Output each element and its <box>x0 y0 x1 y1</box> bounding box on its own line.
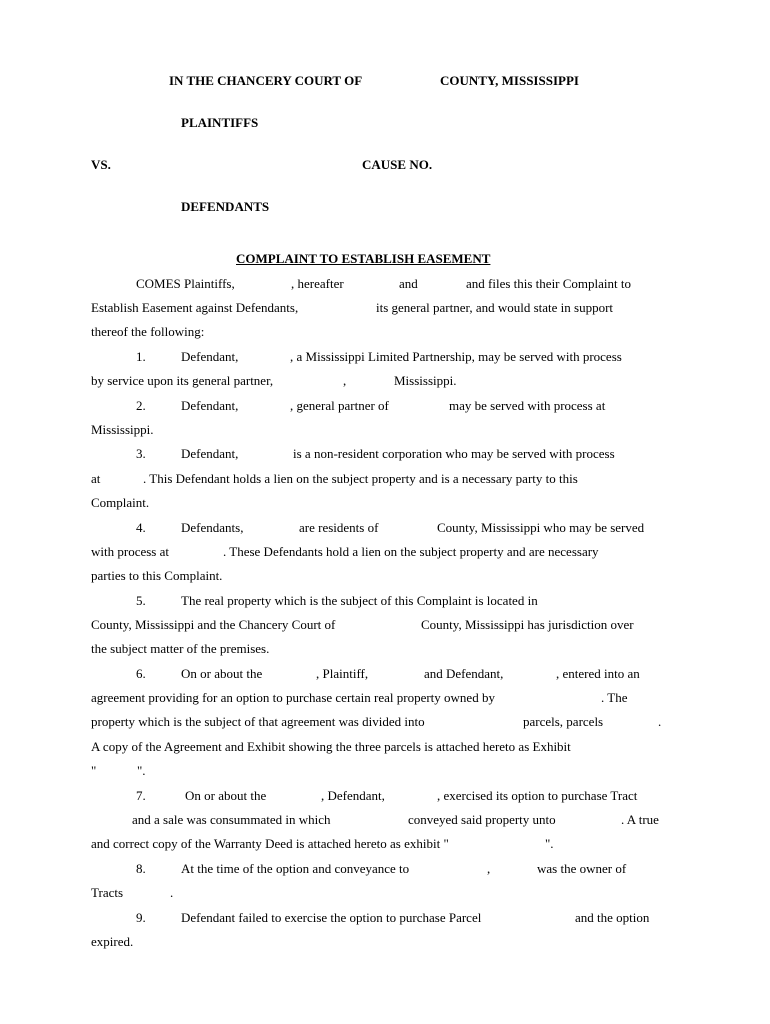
paragraph-number: 9. <box>136 910 146 925</box>
intro-text: , hereafter <box>291 276 344 291</box>
paragraph-text: Defendants, <box>181 520 244 535</box>
paragraph-text: . <box>170 885 174 900</box>
paragraph-text: County, Mississippi and the Chancery Court of <box>91 617 336 632</box>
intro-text: COMES Plaintiffs, <box>136 276 235 291</box>
paragraph-text: . The <box>601 690 628 705</box>
paragraph-text: and a sale was consummated in which <box>132 812 331 827</box>
paragraph-text: Defendant, <box>181 349 239 364</box>
paragraph-text: are residents of <box>299 520 379 535</box>
plaintiffs-label: PLAINTIFFS <box>181 115 259 130</box>
paragraph-text: On or about the <box>181 666 263 681</box>
paragraph-text: On or about the <box>185 788 267 803</box>
paragraph-text: Defendant failed to exercise the option to purchase Parcel <box>181 910 482 925</box>
paragraph-text: was the owner of <box>537 861 627 876</box>
paragraph-number: 8. <box>136 861 146 876</box>
paragraph-text: Mississippi. <box>394 373 457 388</box>
paragraph-text: , general partner of <box>290 398 389 413</box>
paragraph-text: ". <box>545 836 554 851</box>
paragraph-text: Defendant, <box>181 398 239 413</box>
paragraph-text: parcels, parcels <box>523 714 604 729</box>
paragraph-text: Mississippi. <box>91 422 154 437</box>
defendants-label: DEFENDANTS <box>181 199 270 214</box>
paragraph-text: Tracts <box>91 885 124 900</box>
paragraph-text: . These Defendants hold a lien on the subject property and are necessary <box>223 544 599 559</box>
paragraph-number: 1. <box>136 349 146 364</box>
intro-text: and <box>399 276 418 291</box>
paragraph-text: , <box>487 861 491 876</box>
paragraph-text: expired. <box>91 934 134 949</box>
paragraph-text: at <box>91 471 101 486</box>
paragraph-text: is a non-resident corporation who may be served with process <box>293 446 615 461</box>
court-name-left: IN THE CHANCERY COURT OF <box>169 73 363 88</box>
paragraph-text: and the option <box>575 910 650 925</box>
paragraph-text: At the time of the option and conveyance to <box>181 861 410 876</box>
paragraph-number: 4. <box>136 520 146 535</box>
intro-text: thereof the following: <box>91 324 205 339</box>
paragraph-text: property which is the subject of that agreement was divided into <box>91 714 425 729</box>
paragraph-text: and correct copy of the Warranty Deed is attached hereto as exhibit " <box>91 836 449 851</box>
paragraph-text: Complaint. <box>91 495 150 510</box>
paragraph-text: parties to this Complaint. <box>91 568 223 583</box>
paragraph-text: " <box>91 763 97 778</box>
paragraph-text: the subject matter of the premises. <box>91 641 270 656</box>
intro-text: Establish Easement against Defendants, <box>91 300 299 315</box>
paragraph-text: A copy of the Agreement and Exhibit showing the three parcels is attached hereto as Exhibit <box>91 739 571 754</box>
paragraph-text: . This Defendant holds a lien on the subject property and is a necessary party to this <box>143 471 578 486</box>
paragraph-text: conveyed said property unto <box>408 812 556 827</box>
paragraph-text: , exercised its option to purchase Tract <box>437 788 638 803</box>
versus-label: VS. <box>91 157 111 172</box>
cause-number-label: CAUSE NO. <box>362 157 433 172</box>
paragraph-text: County, Mississippi who may be served <box>437 520 645 535</box>
paragraph-text: by service upon its general partner, <box>91 373 274 388</box>
paragraph-number: 5. <box>136 593 146 608</box>
paragraph-text: , Defendant, <box>321 788 385 803</box>
paragraph-text: agreement providing for an option to purchase certain real property owned by <box>91 690 495 705</box>
document-title: COMPLAINT TO ESTABLISH EASEMENT <box>236 251 491 266</box>
paragraph-text: , <box>343 373 347 388</box>
paragraph-text: County, Mississippi has jurisdiction over <box>421 617 634 632</box>
paragraph-text: and Defendant, <box>424 666 504 681</box>
paragraph-number: 2. <box>136 398 146 413</box>
paragraph-text: ". <box>137 763 146 778</box>
intro-text: its general partner, and would state in support <box>376 300 614 315</box>
intro-text: and files this their Complaint to <box>466 276 632 291</box>
paragraph-number: 6. <box>136 666 146 681</box>
paragraph-number: 7. <box>136 788 146 803</box>
court-name-right: COUNTY, MISSISSIPPI <box>440 73 579 88</box>
paragraph-text: , entered into an <box>556 666 640 681</box>
paragraph-text: Defendant, <box>181 446 239 461</box>
paragraph-text: , a Mississippi Limited Partnership, may be served with process <box>290 349 622 364</box>
paragraph-text: , Plaintiff, <box>316 666 369 681</box>
paragraph-number: 3. <box>136 446 146 461</box>
paragraph-text: The real property which is the subject of this Complaint is located in <box>181 593 538 608</box>
paragraph-text: . A true <box>621 812 659 827</box>
paragraph-text: with process at <box>91 544 169 559</box>
paragraph-text: may be served with process at <box>449 398 606 413</box>
paragraph-text: . <box>658 714 662 729</box>
